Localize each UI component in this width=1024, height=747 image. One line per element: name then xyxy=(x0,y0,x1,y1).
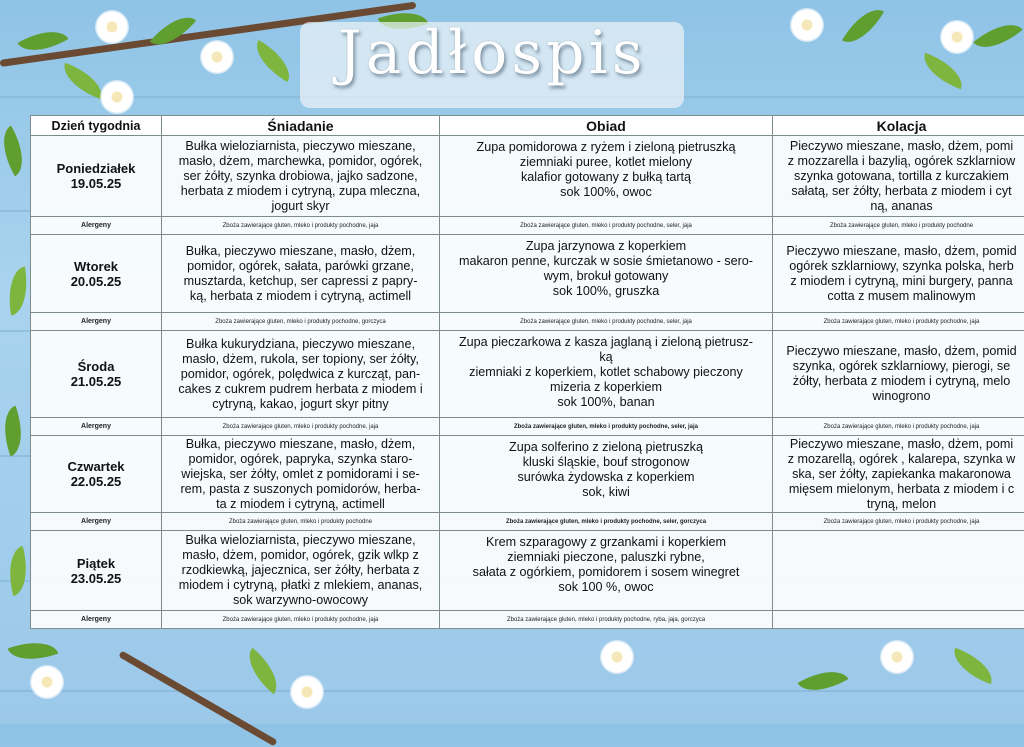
dinner-line: z miodem i cytryną, mini burgery, panna xyxy=(776,274,1024,289)
breakfast-line: herbata z miodem i cytryną, zupa mleczna, xyxy=(165,184,436,199)
dinner-cell xyxy=(773,235,1024,313)
allergen-dinner: Zboża zawierające gluten, mleko i produkty pochodne, jaja xyxy=(773,313,1024,331)
allergen-dinner: Zboża zawierające gluten, mleko i produkty pochodne xyxy=(773,217,1024,235)
lunch-line: ziemniaki pieczone, paluszki rybne, xyxy=(443,550,769,565)
menu-table xyxy=(30,115,1024,629)
dinner-line: Pieczywo mieszane, masło, dżem, pomi xyxy=(776,437,1024,452)
allergen-dinner: Zboża zawierające gluten, mleko i produkty pochodne, jaja xyxy=(773,418,1024,436)
lunch-line: sałata z ogórkiem, pomidorem i sosem winegret xyxy=(443,565,769,580)
lunch-line: wym, brokuł gotowany xyxy=(443,269,769,284)
day-date: 22.05.25 xyxy=(34,474,158,489)
lunch-line: makaron penne, kurczak w sosie śmietanowo - sero- xyxy=(443,254,769,269)
breakfast-line: Bułka, pieczywo mieszane, masło, dżem, xyxy=(165,437,436,452)
allergen-dinner xyxy=(773,611,1024,629)
breakfast-line: Bułka wieloziarnista, pieczywo mieszane, xyxy=(165,139,436,154)
allergen-label: Alergeny xyxy=(31,611,162,629)
dinner-cell xyxy=(773,136,1024,217)
day-name: Poniedziałek xyxy=(34,161,158,176)
lunch-line: ziemniaki puree, kotlet mielony xyxy=(443,155,769,170)
allergen-breakfast: Zboża zawierające gluten, mleko i produkty pochodne, jaja xyxy=(162,611,440,629)
dinner-line: sałatą, ser żółty, herbata z miodem i cyt xyxy=(776,184,1024,199)
day-name: Środa xyxy=(34,359,158,374)
allergen-row xyxy=(31,217,1024,235)
lunch-cell xyxy=(440,531,773,611)
lunch-line: ziemniaki z koperkiem, kotlet schabowy pieczony xyxy=(443,365,769,380)
allergen-breakfast: Zboża zawierające gluten, mleko i produkty pochodne, gorczyca xyxy=(162,313,440,331)
day-row xyxy=(31,136,1024,217)
header-breakfast: Śniadanie xyxy=(162,116,440,136)
breakfast-line: ta z miodem i cytryną, actimell xyxy=(165,497,436,512)
breakfast-line: pomidor, ogórek, papryka, szynka staro- xyxy=(165,452,436,467)
breakfast-line: sok warzywno-owocowy xyxy=(165,593,436,608)
header-day: Dzień tygodnia xyxy=(31,116,162,136)
breakfast-cell xyxy=(162,531,440,611)
dinner-line: z mozarellą, ogórek , kalarepa, szynka w xyxy=(776,452,1024,467)
lunch-line: mizeria z koperkiem xyxy=(443,380,769,395)
dinner-line: tryną, melon xyxy=(776,497,1024,512)
allergen-label: Alergeny xyxy=(31,513,162,531)
day-row xyxy=(31,331,1024,418)
breakfast-cell xyxy=(162,136,440,217)
header-dinner: Kolacja xyxy=(773,116,1024,136)
dinner-line: żółty, herbata z miodem i cytryną, melo xyxy=(776,374,1024,389)
breakfast-line: rzodkiewką, jajecznica, ser żółty, herbata z xyxy=(165,563,436,578)
lunch-line: Zupa solferino z zieloną pietruszką xyxy=(443,440,769,455)
day-cell xyxy=(31,136,162,217)
allergen-row xyxy=(31,313,1024,331)
breakfast-line: cakes z cukrem pudrem herbata z miodem i xyxy=(165,382,436,397)
breakfast-line: masło, dżem, rukola, ser topiony, ser żółty, xyxy=(165,352,436,367)
breakfast-line: cytryną, kakao, jogurt skyr pitny xyxy=(165,397,436,412)
lunch-line: sok, kiwi xyxy=(443,485,769,500)
breakfast-line: masło, dżem, pomidor, ogórek, gzik wlkp z xyxy=(165,548,436,563)
dinner-line: z mozzarella i bazylią, ogórek szklarniow xyxy=(776,154,1024,169)
dinner-line: Pieczywo mieszane, masło, dżem, pomid xyxy=(776,244,1024,259)
dinner-line: cotta z musem malinowym xyxy=(776,289,1024,304)
day-name: Wtorek xyxy=(34,259,158,274)
breakfast-line: wiejska, ser żółty, omlet z pomidorami i se- xyxy=(165,467,436,482)
breakfast-line: Bułka kukurydziana, pieczywo mieszane, xyxy=(165,337,436,352)
breakfast-line: pomidor, ogórek, polędwica z kurcząt, pan- xyxy=(165,367,436,382)
breakfast-line: rem, pasta z suszonych pomidorów, herba- xyxy=(165,482,436,497)
lunch-cell xyxy=(440,331,773,418)
lunch-line: ką xyxy=(443,350,769,365)
day-name: Piątek xyxy=(34,556,158,571)
dinner-line: ska, ser żółty, zapiekanka makaronowa xyxy=(776,467,1024,482)
allergen-dinner: Zboża zawierające gluten, mleko i produkty pochodne, jaja xyxy=(773,513,1024,531)
dinner-line: winogrono xyxy=(776,389,1024,404)
lunch-cell xyxy=(440,235,773,313)
day-date: 23.05.25 xyxy=(34,571,158,586)
dinner-cell xyxy=(773,436,1024,513)
dinner-cell xyxy=(773,531,1024,611)
day-row xyxy=(31,235,1024,313)
breakfast-line: Bułka, pieczywo mieszane, masło, dżem, xyxy=(165,244,436,259)
day-date: 19.05.25 xyxy=(34,176,158,191)
day-cell xyxy=(31,235,162,313)
day-cell xyxy=(31,331,162,418)
lunch-cell xyxy=(440,136,773,217)
lunch-line: Zupa jarzynowa z koperkiem xyxy=(443,239,769,254)
day-row xyxy=(31,531,1024,611)
dinner-line: szynka gotowana, tortilla z kurczakiem xyxy=(776,169,1024,184)
breakfast-line: jogurt skyr xyxy=(165,199,436,214)
allergen-label: Alergeny xyxy=(31,418,162,436)
day-cell xyxy=(31,436,162,513)
allergen-lunch: Zboża zawierające gluten, mleko i produkty pochodne, seler, gorczyca xyxy=(440,513,773,531)
dinner-line: Pieczywo mieszane, masło, dżem, pomid xyxy=(776,344,1024,359)
breakfast-cell xyxy=(162,331,440,418)
dinner-line: mięsem mielonym, herbata z miodem i c xyxy=(776,482,1024,497)
dinner-line: ogórek szklarniowy, szynka polska, herb xyxy=(776,259,1024,274)
dinner-line: ną, ananas xyxy=(776,199,1024,214)
lunch-line: sok 100 %, owoc xyxy=(443,580,769,595)
lunch-line: surówka żydowska z koperkiem xyxy=(443,470,769,485)
breakfast-line: pomidor, ogórek, sałata, parówki grzane, xyxy=(165,259,436,274)
allergen-label: Alergeny xyxy=(31,313,162,331)
page-title: Jadłospis xyxy=(300,18,684,88)
allergen-lunch: Zboża zawierające gluten, mleko i produkty pochodne, seler, jaja xyxy=(440,217,773,235)
lunch-line: kalafior gotowany z bułką tartą xyxy=(443,170,769,185)
lunch-line: sok 100%, gruszka xyxy=(443,284,769,299)
allergen-breakfast: Zboża zawierające gluten, mleko i produkty pochodne, jaja xyxy=(162,418,440,436)
day-date: 20.05.25 xyxy=(34,274,158,289)
breakfast-cell xyxy=(162,436,440,513)
lunch-line: kluski śląskie, bouf strogonow xyxy=(443,455,769,470)
dinner-cell xyxy=(773,331,1024,418)
allergen-breakfast: Zboża zawierające gluten, mleko i produkty pochodne xyxy=(162,513,440,531)
dinner-line: szynka, ogórek szklarniowy, pierogi, se xyxy=(776,359,1024,374)
lunch-line: sok 100%, owoc xyxy=(443,185,769,200)
lunch-line: Zupa pieczarkowa z kasza jaglaną i zieloną pietrusz- xyxy=(443,335,769,350)
lunch-line: sok 100%, banan xyxy=(443,395,769,410)
breakfast-line: miodem i cytryną, płatki z mlekiem, ananas, xyxy=(165,578,436,593)
allergen-breakfast: Zboża zawierające gluten, mleko i produkty pochodne, jaja xyxy=(162,217,440,235)
breakfast-line: Bułka wieloziarnista, pieczywo mieszane, xyxy=(165,533,436,548)
lunch-cell xyxy=(440,436,773,513)
breakfast-cell xyxy=(162,235,440,313)
breakfast-line: masło, dżem, marchewka, pomidor, ogórek, xyxy=(165,154,436,169)
allergen-row xyxy=(31,418,1024,436)
allergen-lunch: Zboża zawierające gluten, mleko i produkty pochodne, seler, jaja xyxy=(440,313,773,331)
allergen-row xyxy=(31,611,1024,629)
allergen-label: Alergeny xyxy=(31,217,162,235)
day-row xyxy=(31,436,1024,513)
allergen-row xyxy=(31,513,1024,531)
breakfast-line: ser żółty, szynka drobiowa, jajko sadzone, xyxy=(165,169,436,184)
day-date: 21.05.25 xyxy=(34,374,158,389)
header-row xyxy=(31,116,1024,136)
dinner-line: Pieczywo mieszane, masło, dżem, pomi xyxy=(776,139,1024,154)
lunch-line: Krem szparagowy z grzankami i koperkiem xyxy=(443,535,769,550)
day-cell xyxy=(31,531,162,611)
allergen-lunch: Zboża zawierające gluten, mleko i produkty pochodne, seler, jaja xyxy=(440,418,773,436)
header-lunch: Obiad xyxy=(440,116,773,136)
lunch-line: Zupa pomidorowa z ryżem i zieloną pietruszką xyxy=(443,140,769,155)
day-name: Czwartek xyxy=(34,459,158,474)
breakfast-line: ką, herbata z miodem i cytryną, actimell xyxy=(165,289,436,304)
menu-body xyxy=(31,136,1024,629)
breakfast-line: musztarda, ketchup, ser capressi z papry- xyxy=(165,274,436,289)
allergen-lunch: Zboża zawierające gluten, mleko i produkty pochodne, ryba, jaja, gorczyca xyxy=(440,611,773,629)
